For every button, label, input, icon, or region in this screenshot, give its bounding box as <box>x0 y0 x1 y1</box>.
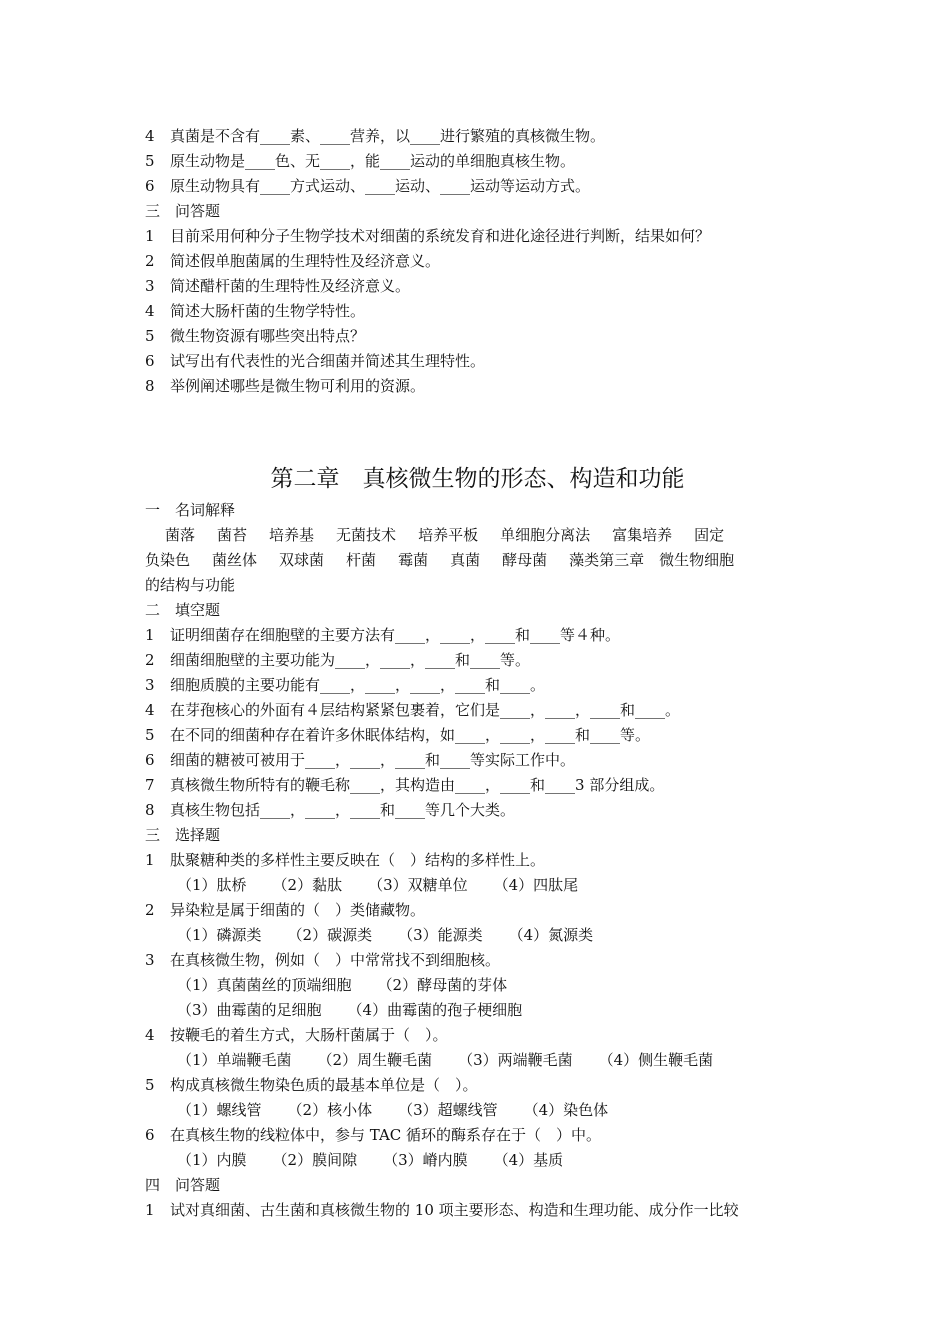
term: 培养平板 <box>418 526 479 544</box>
option: （1）螺线管 <box>177 1101 262 1119</box>
options-row <box>145 998 810 1023</box>
option: （4）氮源类 <box>508 926 594 944</box>
section-heading: 一 名词解释 <box>145 501 236 519</box>
list-item: 1 试对真细菌、古生菌和真核微生物的 10 项主要形态、构造和生理功能、成分作一比较 <box>145 1201 739 1219</box>
list-item: 4 简述大肠杆菌的生物学特性。 <box>145 302 366 320</box>
options-row <box>145 923 810 948</box>
option: （1）肽桥 <box>177 876 247 894</box>
term: 双球菌 <box>279 551 325 569</box>
fill-list <box>145 623 810 823</box>
option: （2）酵母菌的芽体 <box>377 976 508 994</box>
term: 无菌技术 <box>336 526 397 544</box>
option: （3）两端鞭毛菌 <box>458 1051 573 1069</box>
section-heading: 二 填空题 <box>145 601 221 619</box>
options-row <box>145 1148 810 1173</box>
option: （3）能源类 <box>398 926 483 944</box>
question: 4 按鞭毛的着生方式，大肠杆菌属于（ ）。 <box>145 1026 448 1044</box>
term: 真菌 <box>450 551 481 569</box>
option: （4）四肽尾 <box>493 876 579 894</box>
list-item: 8 真核生物包括____，____，____和____等几个大类。 <box>145 801 516 819</box>
question: 1 肽聚糖种类的多样性主要反映在（ ）结构的多样性上。 <box>145 851 546 869</box>
question: 2 异染粒是属于细菌的（ ）类储藏物。 <box>145 901 426 919</box>
list-item: 6 试写出有代表性的光合细菌并简述其生理特性。 <box>145 352 486 370</box>
list-item: 4 在芽孢核心的外面有４层结构紧紧包裹着，它们是____，____，____和____。 <box>145 701 681 719</box>
top-fill-list <box>145 124 810 199</box>
option: （1）真菌菌丝的顶端细胞 <box>177 976 352 994</box>
section-heading: 三 选择题 <box>145 826 221 844</box>
option: （2）周生鞭毛菌 <box>317 1051 433 1069</box>
options-row <box>145 1098 810 1123</box>
option: （3）双糖单位 <box>368 876 468 894</box>
list-item: 3 简述醋杆菌的生理特性及经济意义。 <box>145 277 411 295</box>
option: （1）内膜 <box>177 1151 247 1169</box>
section-heading: 三 问答题 <box>145 202 221 220</box>
option: （1）单端鞭毛菌 <box>177 1051 292 1069</box>
chapter-title: 第二章 真核微生物的形态、构造和功能 <box>270 466 685 492</box>
option: （3）超螺线管 <box>398 1101 498 1119</box>
list-item: 8 举例阐述哪些是微生物可利用的资源。 <box>145 377 426 395</box>
option: （2）碳源类 <box>287 926 373 944</box>
terms-line <box>145 523 810 548</box>
question: 5 构成真核微生物染色质的最基本单位是（ ）。 <box>145 1076 478 1094</box>
list-item: 2 细菌细胞壁的主要功能为____，____，____和____等。 <box>145 651 531 669</box>
option: （4）基质 <box>493 1151 564 1169</box>
terms-line <box>145 548 810 573</box>
option: （4）侧生鞭毛菌 <box>598 1051 714 1069</box>
term: 霉菌 <box>398 551 429 569</box>
term: 菌落 <box>165 526 196 544</box>
term: 酵母菌 <box>502 551 548 569</box>
list-item: 7 真核微生物所特有的鞭毛称____，其构造由____，____和____3 部分组成。 <box>145 776 665 794</box>
list-item: 1 证明细菌存在细胞壁的主要方法有____，____，____和____等４种。 <box>145 626 621 644</box>
option: （4）曲霉菌的孢子梗细胞 <box>347 1001 523 1019</box>
choice-list <box>145 848 810 1173</box>
list-item: 1 目前采用何种分子生物学技术对细菌的系统发育和进化途径进行判断，结果如何？ <box>145 227 711 245</box>
term: 单细胞分离法 <box>500 526 591 544</box>
option: （2）膜间隙 <box>272 1151 358 1169</box>
list-item: 4 真菌是不含有____素、____营养，以____进行繁殖的真核微生物。 <box>145 127 606 145</box>
term: 杆菌 <box>346 551 377 569</box>
list-item: 5 原生动物是____色、无____，能____运动的单细胞真核生物。 <box>145 152 576 170</box>
terms-line: 的结构与功能 <box>145 576 236 594</box>
qa-list <box>145 1198 810 1223</box>
options-row <box>145 973 810 998</box>
section-heading: 四 问答题 <box>145 1176 221 1194</box>
list-item: 6 细菌的糖被可被用于____，____，____和____等实际工作中。 <box>145 751 576 769</box>
question: 6 在真核生物的线粒体中，参与 TAC 循环的酶系存在于（ ）中。 <box>145 1126 602 1144</box>
spacer <box>145 399 810 461</box>
term: 负染色 <box>145 551 191 569</box>
term: 固定 <box>694 526 725 544</box>
option: （2）核小体 <box>287 1101 373 1119</box>
term: 培养基 <box>269 526 315 544</box>
document-page <box>145 124 810 1223</box>
term: 菌丝体 <box>212 551 258 569</box>
list-item: 3 细胞质膜的主要功能有____，____，____，____和____。 <box>145 676 546 694</box>
option: （1）磷源类 <box>177 926 262 944</box>
term: 菌苔 <box>217 526 248 544</box>
option: （3）曲霉菌的足细胞 <box>177 1001 322 1019</box>
option: （3）嵴内膜 <box>383 1151 468 1169</box>
list-item: 5 在不同的细菌种存在着许多休眠体结构，如____，____，____和____等。 <box>145 726 651 744</box>
term: 富集培养 <box>612 526 673 544</box>
list-item: 2 简述假单胞菌属的生理特性及经济意义。 <box>145 252 441 270</box>
options-row <box>145 873 810 898</box>
top-qa-list <box>145 224 810 399</box>
list-item: 6 原生动物具有____方式运动、____运动、____运动等运动方式。 <box>145 177 591 195</box>
list-item: 5 微生物资源有哪些突出特点？ <box>145 327 366 345</box>
term: 藻类第三章 微生物细胞 <box>569 551 735 569</box>
option: （4）染色体 <box>523 1101 609 1119</box>
question: 3 在真核微生物，例如（ ）中常常找不到细胞核。 <box>145 951 501 969</box>
options-row <box>145 1048 810 1073</box>
option: （2）黏肽 <box>272 876 343 894</box>
